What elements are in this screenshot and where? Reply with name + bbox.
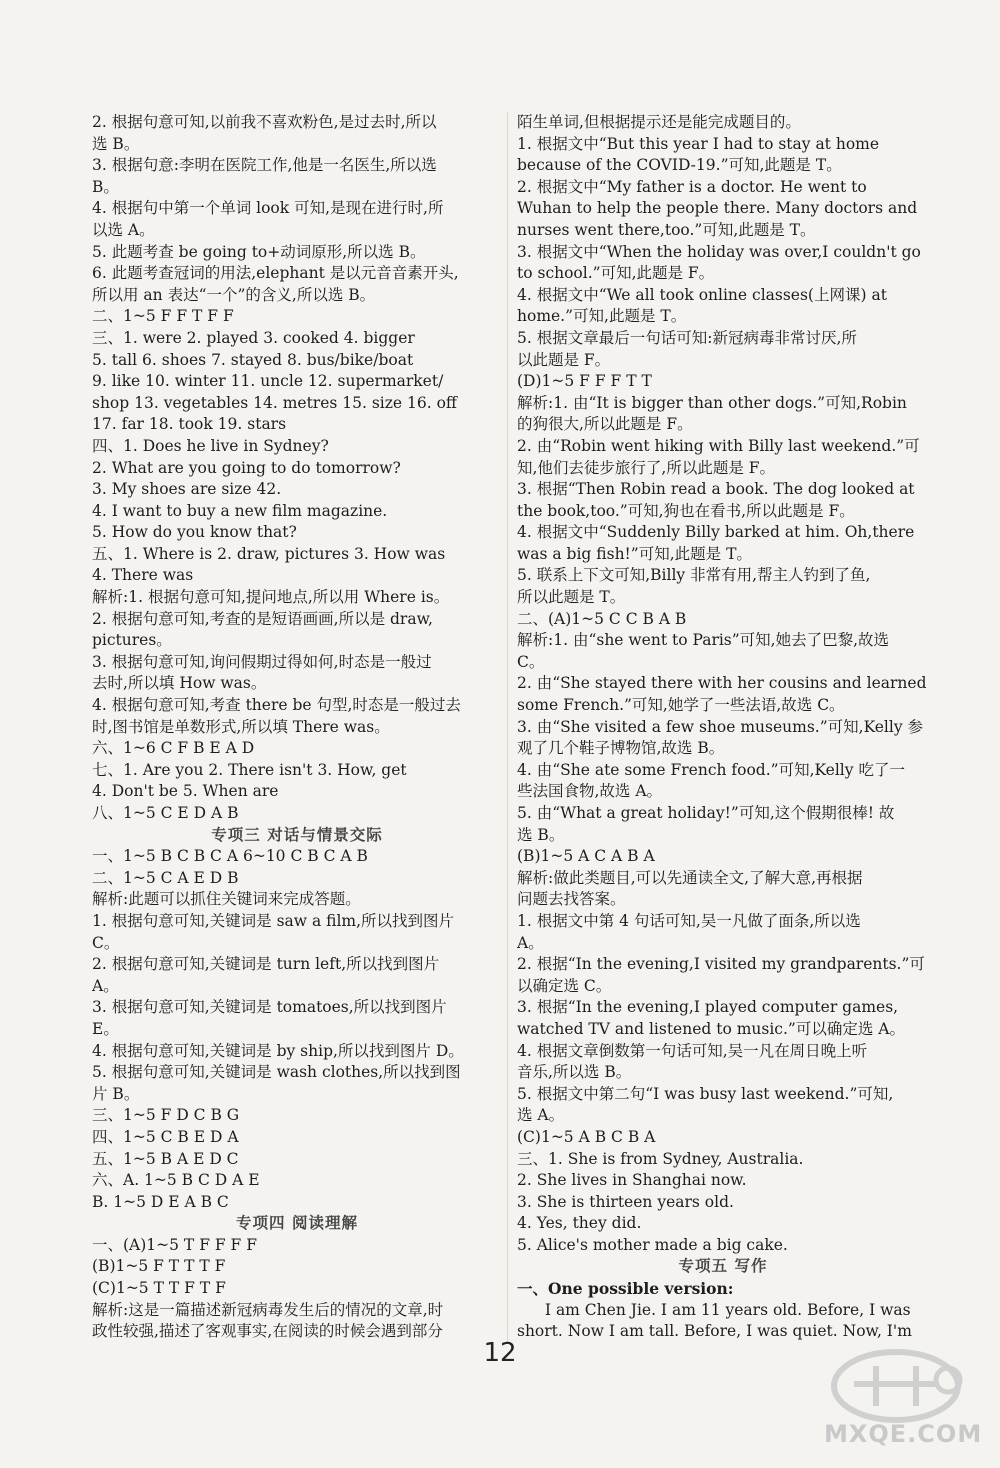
right-column-line: 2. She lives in Shanghai now.: [517, 1171, 747, 1190]
right-column-line: the book,too.”可知,狗也在看书,所以此题是 F。: [517, 501, 855, 520]
left-column-line: 八、1~5 C E D A B: [92, 804, 239, 822]
left-column-line: 4. Don't be 5. When are: [92, 782, 279, 801]
left-column-line: pictures。: [92, 631, 172, 650]
left-column-line: 所以用 an 表达“一个”的含义,所以选 B。: [92, 285, 376, 304]
left-column-line: B. 1~5 D E A B C: [92, 1192, 229, 1211]
right-column-line: was a big fish!”可知,此题是 T。: [517, 544, 752, 563]
section-heading: 专项五 写作: [678, 1257, 768, 1276]
right-column-line: 2. 根据文中“My father is a doctor. He went to: [517, 177, 867, 196]
left-column-line: 3. 根据句意:李明在医院工作,他是一名医生,所以选: [92, 156, 437, 175]
left-column-line: 4. 根据句意可知,考查 there be 句型,时态是一般过去: [92, 696, 461, 715]
right-column-line: 5. Alice's mother made a big cake.: [517, 1235, 788, 1254]
right-column-line: 的狗很大,所以此题是 F。: [517, 415, 693, 434]
left-column-line: 4. There was: [92, 566, 194, 585]
right-column-line: 2. 由“She stayed there with her cousins and learned: [517, 674, 927, 693]
right-column-line: 2. 根据“In the evening,I visited my grandparents.”可: [517, 955, 925, 974]
left-column-line: 解析:1. 根据句意可知,提问地点,所以用 Where is。: [92, 588, 450, 607]
right-column-line: watched TV and listened to music.”可以确定选 A。: [517, 1019, 905, 1038]
left-column-line: 5. 此题考查 be going to+动词原形,所以选 B。: [92, 242, 426, 261]
left-column-line: 4. I want to buy a new film magazine.: [92, 501, 388, 520]
right-column-line: 5. 由“What a great holiday!”可知,这个假期很棒! 故: [517, 804, 895, 822]
right-column-line: 5. 根据文章最后一句话可知:新冠病毒非常讨厌,所: [517, 328, 857, 347]
left-column-line: 六、A. 1~5 B C D A E: [92, 1171, 260, 1190]
left-column-line: 1. 根据句意可知,关键词是 saw a film,所以找到图片: [92, 911, 455, 930]
left-column-line: 5. How do you know that?: [92, 523, 297, 542]
right-column-line: 5. 联系上下文可知,Billy 非常有用,帮主人钓到了鱼,: [517, 566, 871, 585]
left-column-line: 3. 根据句意可知,关键词是 tomatoes,所以找到图片: [92, 998, 447, 1017]
left-column-line: 解析:这是一篇描述新冠病毒发生后的情况的文章,时: [92, 1300, 444, 1319]
right-column-line: 解析:1. 由“It is bigger than other dogs.”可知,Robin: [517, 393, 907, 412]
left-column-line: 一、1~5 B C B C A 6~10 C B C A B: [92, 847, 368, 866]
right-column-line: 问题去找答案。: [517, 890, 626, 909]
left-column-line: 片 B。: [92, 1084, 140, 1103]
left-column-line: A。: [92, 976, 119, 995]
left-column-line: 2. 根据句意可知,考查的是短语画画,所以是 draw,: [92, 609, 433, 628]
right-column-line: 3. She is thirteen years old.: [517, 1192, 734, 1211]
right-column-line: because of the COVID-19.”可知,此题是 T。: [517, 156, 842, 175]
right-column-line: (B)1~5 A C A B A: [517, 847, 655, 866]
right-column-line: 4. 根据文中“Suddenly Billy barked at him. Oh,there: [517, 523, 915, 542]
left-column-line: 六、1~6 C F B E A D: [92, 739, 255, 758]
left-column-line: 五、1. Where is 2. draw, pictures 3. How was: [92, 544, 446, 563]
left-column-line: 4. 根据句意可知,关键词是 by ship,所以找到图片 D。: [92, 1041, 464, 1060]
left-column-line: 去时,所以填 How was。: [92, 674, 267, 693]
right-column-line: 选 A。: [517, 1106, 565, 1125]
right-column-line: Wuhan to help the people there. Many doctors and: [517, 199, 918, 218]
right-column-line: 解析:做此类题目,可以先通读全文,了解大意,再根据: [517, 868, 863, 887]
right-column-line: 4. Yes, they did.: [517, 1214, 642, 1233]
right-column-line: to school.”可知,此题是 F。: [517, 264, 715, 283]
right-column-line: 4. 根据文中“We all took online classes(上网课) at: [517, 285, 887, 304]
left-column-line: 二、1~5 F F T F F: [92, 307, 234, 326]
left-column-line: 2. 根据句意可知,关键词是 turn left,所以找到图片: [92, 955, 440, 974]
watermark: [776, 1344, 983, 1454]
right-column-line: 以确定选 C。: [517, 976, 612, 995]
left-column-line: 五、1~5 B A E D C: [92, 1149, 239, 1168]
left-column-line: 17. far 18. took 19. stars: [92, 415, 287, 434]
left-column-line: 二、1~5 C A E D B: [92, 868, 239, 887]
left-column-line: 2. 根据句意可知,以前我不喜欢粉色,是过去时,所以: [92, 113, 437, 131]
right-column-line: 选 B。: [517, 825, 565, 844]
left-column-line: 时,图书馆是单数形式,所以填 There was。: [92, 717, 390, 736]
right-column-line: (C)1~5 A B C B A: [517, 1127, 656, 1146]
right-column-line: (D)1~5 F F F T T: [517, 372, 652, 391]
right-column-line: short. Now I am tall. Before, I was quiet. Now, I'm: [517, 1322, 912, 1341]
right-column-line: some French.”可知,她学了一些法语,故选 C。: [517, 696, 845, 715]
right-column-line: C。: [517, 652, 545, 671]
left-column-line: 6. 此题考查冠词的用法,elephant 是以元音音素开头,: [92, 264, 459, 283]
right-column-line: home.”可知,此题是 T。: [517, 307, 687, 326]
column-divider: [507, 112, 508, 1342]
left-column-line: 三、1. were 2. played 3. cooked 4. bigger: [92, 328, 415, 347]
right-column-line: 2. 由“Robin went hiking with Billy last weekend.”可: [517, 436, 920, 455]
right-column-line: 解析:1. 由“she went to Paris”可知,她去了巴黎,故选: [517, 631, 890, 650]
left-column-line: B。: [92, 177, 119, 196]
right-column-line: 知,他们去徒步旅行了,所以此题是 F。: [517, 458, 776, 477]
right-column-line: 陌生单词,但根据提示还是能完成题目的。: [517, 113, 801, 131]
left-column-line: shop 13. vegetables 14. metres 15. size 16. off: [92, 393, 457, 412]
left-column-line: 七、1. Are you 2. There isn't 3. How, get: [92, 760, 407, 779]
right-column: [517, 112, 929, 1343]
right-column-line: I am Chen Jie. I am 11 years old. Before, I was: [544, 1300, 911, 1319]
left-column-line: 一、(A)1~5 T F F F F: [92, 1235, 257, 1254]
section-heading: 专项四 阅读理解: [236, 1214, 358, 1233]
right-column-line: 观了几个鞋子博物馆,故选 B。: [517, 739, 725, 758]
left-column-line: 四、1. Does he live in Sydney?: [92, 436, 329, 455]
right-column-line: 一、One possible version:: [517, 1279, 734, 1299]
left-column-line: (C)1~5 T T F T F: [92, 1279, 226, 1298]
right-column-line: 5. 根据文中第二句“I was busy last weekend.”可知,: [517, 1084, 894, 1103]
right-column-line: 4. 由“She ate some French food.”可知,Kelly 吃了一: [517, 760, 905, 779]
right-column-line: 1. 根据文中第 4 句话可知,吴一凡做了面条,所以选: [517, 911, 861, 930]
right-column-line: A。: [517, 933, 544, 952]
right-column-line: 4. 根据文章倒数第一句话可知,吴一凡在周日晚上听: [517, 1041, 868, 1060]
right-column-line: nurses went there,too.”可知,此题是 T。: [517, 220, 816, 239]
left-column-line: 以选 A。: [92, 220, 155, 239]
left-column-line: E。: [92, 1019, 119, 1038]
page-number: 12: [483, 1338, 517, 1368]
left-column-line: 2. What are you going to do tomorrow?: [92, 458, 401, 477]
left-column-line: 解析:此题可以抓住关键词来完成答题。: [92, 890, 361, 909]
left-column-line: C。: [92, 933, 120, 952]
right-column-line: 3. 根据文中“When the holiday was over,I couldn't go: [517, 242, 921, 261]
section-heading: 专项三 对话与情景交际: [211, 825, 383, 844]
right-column-line: 些法国食物,故选 A。: [517, 782, 663, 801]
left-column: [92, 112, 502, 1343]
left-column-line: 9. like 10. winter 11. uncle 12. supermarket/: [92, 372, 444, 391]
left-column-line: 4. 根据句中第一个单词 look 可知,是现在进行时,所: [92, 199, 444, 218]
right-column-line: 音乐,所以选 B。: [517, 1063, 632, 1082]
right-column-line: 所以此题是 T。: [517, 588, 626, 607]
right-column-line: 以此题是 F。: [517, 350, 611, 369]
left-column-line: 3. 根据句意可知,询问假期过得如何,时态是一般过: [92, 652, 432, 671]
left-column-line: (B)1~5 F T T T F: [92, 1257, 226, 1276]
left-column-line: 选 B。: [92, 134, 140, 153]
left-column-line: 政性较强,描述了客观事实,在阅读的时候会遇到部分: [92, 1322, 443, 1341]
right-column-line: 二、(A)1~5 C C B A B: [517, 609, 687, 628]
watermark-text: MXQE.COM: [824, 1420, 983, 1448]
left-column-line: 三、1~5 F D C B G: [92, 1106, 240, 1125]
right-column-line: 3. 由“She visited a few shoe museums.”可知,Kelly 参: [517, 717, 924, 736]
left-column-line: 3. My shoes are size 42.: [92, 480, 282, 499]
left-column-line: 5. tall 6. shoes 7. stayed 8. bus/bike/boat: [92, 350, 414, 369]
right-column-line: 3. 根据“Then Robin read a book. The dog looked at: [517, 480, 915, 499]
left-column-line: 5. 根据句意可知,关键词是 wash clothes,所以找到图: [92, 1063, 461, 1082]
left-column-line: 四、1~5 C B E D A: [92, 1127, 239, 1146]
right-column-line: 3. 根据“In the evening,I played computer games,: [517, 998, 899, 1017]
right-column-line: 三、1. She is from Sydney, Australia.: [517, 1149, 804, 1168]
right-column-line: 1. 根据文中“But this year I had to stay at home: [517, 134, 880, 153]
